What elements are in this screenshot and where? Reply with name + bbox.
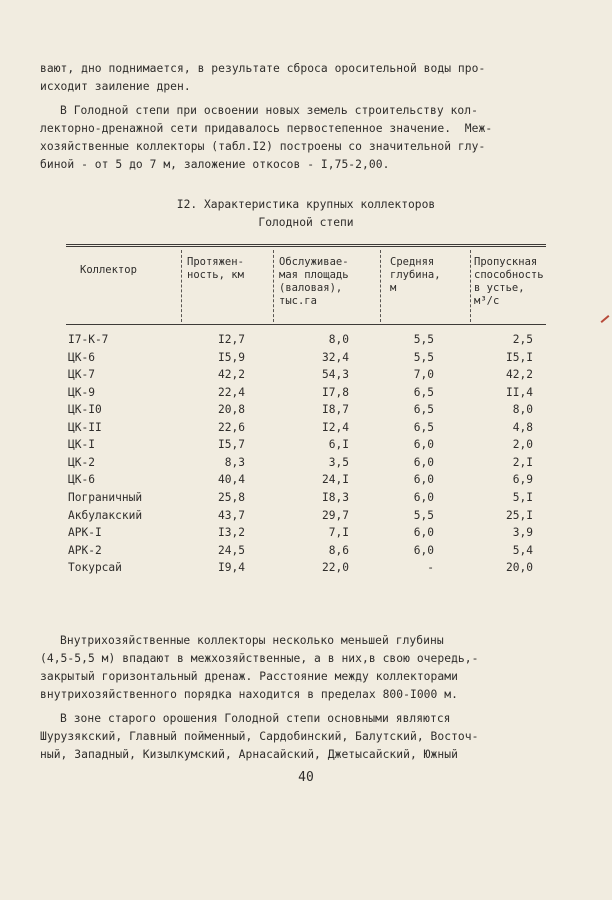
cell-area: I2,4 xyxy=(322,420,349,434)
cell-flow: 25,I xyxy=(506,508,533,522)
cell-collector: I7-К-7 xyxy=(68,333,109,346)
cell-collector: ЦК-6 xyxy=(68,473,95,487)
cell-flow: 6,9 xyxy=(512,473,533,487)
cell-length: I2,7 xyxy=(218,333,245,346)
cell-collector: Акбулакский xyxy=(68,508,143,522)
paragraph-line: закрытый горизонтальный дренаж. Расстояние между коллекторами xyxy=(40,670,458,683)
cell-area: 29,7 xyxy=(322,508,349,522)
table-header-rule xyxy=(66,324,546,325)
cell-depth: 6,0 xyxy=(413,438,434,452)
cell-area: 32,4 xyxy=(322,350,349,364)
table-row xyxy=(0,403,612,420)
table-row xyxy=(0,351,612,368)
cell-area: 22,0 xyxy=(322,561,349,575)
cell-length: 43,7 xyxy=(218,508,245,522)
cell-length: 8,3 xyxy=(224,455,245,469)
cell-depth: 5,5 xyxy=(413,350,434,364)
column-separator xyxy=(181,250,182,322)
page-number: 40 xyxy=(298,770,314,785)
cell-flow: I5,I xyxy=(506,350,533,364)
paragraph-line: биной - от 5 до 7 м, заложение откосов - I,75-2,00. xyxy=(40,158,390,171)
table-row xyxy=(0,491,612,508)
cell-flow: 3,9 xyxy=(512,526,533,540)
paragraph-line: ный, Западный, Кизылкумский, Арнасайский, Джетысайский, Южный xyxy=(40,748,458,761)
cell-depth: 7,0 xyxy=(413,368,434,382)
cell-area: 8,6 xyxy=(328,543,349,557)
cell-depth: 6,5 xyxy=(413,385,434,399)
cell-length: I5,9 xyxy=(218,350,245,364)
paragraph-line: Внутрихозяйственные коллекторы несколько меньшей глубины xyxy=(60,634,444,647)
cell-flow: 5,4 xyxy=(512,543,533,557)
cell-collector: ЦК-I xyxy=(68,438,95,452)
column-separator xyxy=(273,250,274,322)
cell-collector: ЦК-9 xyxy=(68,385,95,399)
cell-area: I8,7 xyxy=(322,403,349,417)
cell-area: 7,I xyxy=(328,526,349,540)
margin-pencil-mark xyxy=(601,315,610,323)
cell-depth: 6,0 xyxy=(413,526,434,540)
text-line: вают, дно поднимается, в результате сброса оросительной воды про- xyxy=(40,62,486,75)
cell-collector: ЦК-7 xyxy=(68,368,95,382)
cell-flow: 20,0 xyxy=(506,561,533,575)
cell-area: I7,8 xyxy=(322,385,349,399)
cell-collector: ЦК-2 xyxy=(68,455,95,469)
cell-depth: - xyxy=(427,561,434,575)
table-row xyxy=(0,438,612,455)
cell-depth: 6,5 xyxy=(413,403,434,417)
cell-collector: ЦК-6 xyxy=(68,350,95,364)
cell-collector: Токурсай xyxy=(68,561,122,575)
cell-collector: Пограничный xyxy=(68,490,143,504)
cell-area: 6,I xyxy=(328,438,349,452)
cell-collector: ЦК-II xyxy=(68,420,102,434)
header-depth: Средняя глубина, м xyxy=(390,256,441,294)
cell-area: 54,3 xyxy=(322,368,349,382)
cell-collector: ЦК-I0 xyxy=(68,403,102,417)
header-area: Обслуживае- мая площадь (валовая), тыс.га xyxy=(279,256,349,307)
table-row xyxy=(0,421,612,438)
table-row xyxy=(0,456,612,473)
cell-area: I8,3 xyxy=(322,490,349,504)
cell-depth: 6,5 xyxy=(413,420,434,434)
cell-flow: 2,5 xyxy=(512,333,533,346)
paragraph-line: (4,5-5,5 м) впадают в межхозяйственные, а в них,в свою очередь,- xyxy=(40,652,479,665)
table-row xyxy=(0,561,612,578)
table-row xyxy=(0,473,612,490)
column-separator xyxy=(470,250,471,322)
table-top-rule xyxy=(66,244,546,247)
table-row xyxy=(0,509,612,526)
table-row xyxy=(0,333,612,350)
header-length: Протяжен- ность, км xyxy=(187,256,244,281)
cell-length: 42,2 xyxy=(218,368,245,382)
cell-length: 20,8 xyxy=(218,403,245,417)
table-caption: I2. Характеристика крупных коллекторов xyxy=(176,198,436,211)
cell-flow: 2,I xyxy=(512,455,533,469)
cell-area: 24,I xyxy=(322,473,349,487)
paragraph-line: В Голодной степи при освоении новых земель строительству кол- xyxy=(60,104,478,117)
cell-length: I9,4 xyxy=(218,561,245,575)
cell-depth: 5,5 xyxy=(413,508,434,522)
cell-depth: 6,0 xyxy=(413,473,434,487)
table-row xyxy=(0,544,612,561)
cell-area: 3,5 xyxy=(328,455,349,469)
cell-length: 40,4 xyxy=(218,473,245,487)
cell-length: I3,2 xyxy=(218,526,245,540)
cell-flow: 8,0 xyxy=(512,403,533,417)
cell-depth: 6,0 xyxy=(413,455,434,469)
cell-length: 25,8 xyxy=(218,490,245,504)
cell-area: 8,0 xyxy=(328,333,349,346)
paragraph-line: внутрихозяйственного порядка находится в пределах 800-I000 м. xyxy=(40,688,458,701)
cell-flow: 2,0 xyxy=(512,438,533,452)
cell-length: 22,4 xyxy=(218,385,245,399)
cell-collector: АРК-I xyxy=(68,526,102,540)
column-separator xyxy=(380,250,381,322)
cell-flow: 5,I xyxy=(512,490,533,504)
paragraph-line: хозяйственные коллекторы (табл.I2) построены со значительной глу- xyxy=(40,140,486,153)
table-caption-subtitle: Голодной степи xyxy=(258,216,354,229)
text-line: исходит заиление дрен. xyxy=(40,80,191,93)
cell-flow: 42,2 xyxy=(506,368,533,382)
paragraph-line: Шурузякский, Главный пойменный, Сардобинский, Балутский, Восточ- xyxy=(40,730,479,743)
cell-length: 22,6 xyxy=(218,420,245,434)
table-row xyxy=(0,526,612,543)
cell-collector: АРК-2 xyxy=(68,543,102,557)
paragraph-line: В зоне старого орошения Голодной степи основными являются xyxy=(60,712,451,725)
cell-flow: II,4 xyxy=(506,385,533,399)
cell-depth: 6,0 xyxy=(413,490,434,504)
cell-flow: 4,8 xyxy=(512,420,533,434)
header-flow: Пропускная способность в устье, м³/с xyxy=(474,256,544,307)
table-row xyxy=(0,368,612,385)
paragraph-line: лекторно-дренажной сети придавалось первостепенное значение. Меж- xyxy=(40,122,493,135)
cell-depth: 5,5 xyxy=(413,333,434,346)
cell-length: I5,7 xyxy=(218,438,245,452)
cell-length: 24,5 xyxy=(218,543,245,557)
table-row xyxy=(0,386,612,403)
cell-depth: 6,0 xyxy=(413,543,434,557)
header-collector: Коллектор xyxy=(80,264,137,276)
